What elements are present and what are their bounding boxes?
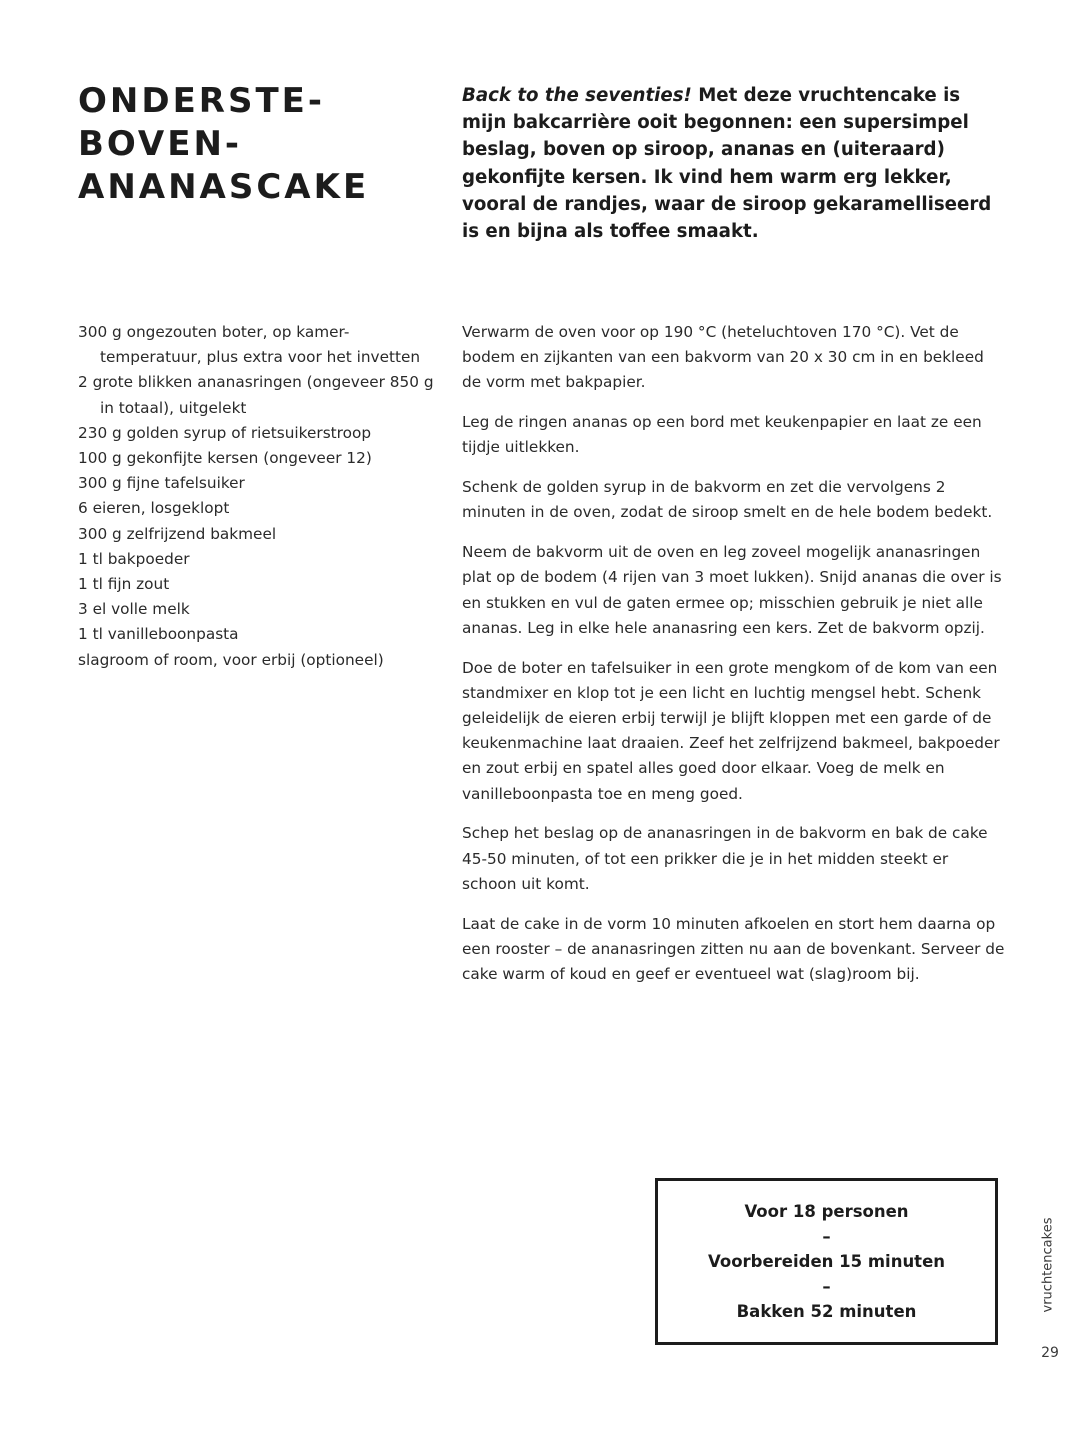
prep-time-text: Voorbereiden 15 minuten [707, 1252, 946, 1271]
recipe-title-line: ONDERSTE- [78, 81, 326, 121]
bake-time-text: Bakken 52 minuten [736, 1302, 917, 1321]
ingredient-item: slagroom of room, voor erbij (optioneel) [78, 650, 384, 669]
method-step: Schep het beslag op de ananasringen in de bakvorm en bak de cake 45-50 minuten, of tot een prikker die je in het midden steekt er schoon uit komt. [462, 824, 988, 893]
ingredient-item: 3 el volle melk [78, 600, 190, 619]
ingredient-item: 1 tl fijn zout [78, 575, 170, 594]
ingredient-item: 230 g golden syrup of rietsuikerstroop [78, 423, 372, 442]
ingredient-item: 100 g gekonfijte kersen (ongeveer 12) [78, 449, 372, 468]
info-separator: – [822, 1277, 831, 1296]
ingredient-item: 300 g ongezouten boter, op kamer-temperatuur, plus extra voor het invetten [78, 323, 421, 367]
method-step: Laat de cake in de vorm 10 minuten afkoelen en stort hem daarna op een rooster – de ananasringen zitten nu aan de bovenkant. Serveer de cake warm of koud en geef er eventueel wat (slag)room bij. [462, 914, 1005, 984]
servings-text: Voor 18 personen [744, 1202, 909, 1221]
ingredient-item: 6 eieren, losgeklopt [78, 499, 230, 518]
ingredient-list [78, 320, 438, 673]
section-label [1038, 1217, 1058, 1313]
recipe-title-line: BOVEN- [78, 124, 243, 164]
method-step: Doe de boter en tafelsuiker in een grote mengkom of de kom van een standmixer en klop tot je een licht en luchtig mengsel hebt. Schenk geleidelijk de eieren erbij terwijl je blijft kloppen met een garde of de keukenmachine laat draaien. Zeef het zelfrijzend bakmeel, bakpoeder en zout erbij en spatel alles goed door elkaar. Voeg de melk en vanilleboonpasta toe en meng goed. [462, 658, 1000, 803]
recipe-info-box [655, 1178, 998, 1345]
recipe-intro [462, 82, 1010, 245]
info-separator: – [822, 1227, 831, 1246]
ingredient-item: 300 g zelfrijzend bakmeel [78, 524, 277, 543]
method-step: Leg de ringen ananas op een bord met keukenpapier en laat ze een tijdje uitlekken. [462, 413, 982, 457]
intro-italic-lead: Back to the seventies! [462, 85, 692, 106]
ingredient-item: 1 tl bakpoeder [78, 549, 190, 568]
ingredient-item: 1 tl vanilleboonpasta [78, 625, 239, 644]
recipe-title-line: ANANASCAKE [78, 167, 370, 207]
section-label-text: vruchtencakes [1040, 1217, 1056, 1313]
method-step: Verwarm de oven voor op 190 °C (heteluchtoven 170 °C). Vet de bodem en zijkanten van een bakvorm van 20 x 30 cm in en bekleed de vorm met bakpapier. [462, 323, 984, 392]
method-steps [462, 320, 1007, 1002]
page-number: 29 [1041, 1345, 1059, 1361]
ingredient-item: 300 g fijne tafelsuiker [78, 474, 245, 493]
intro-text: Met deze vruchtencake is mijn bakcarrière ooit begonnen: een supersimpel beslag, boven op siroop, ananas en (uiteraard) gekonfijte kersen. Ik vind hem warm erg lekker, vooral de randjes, waar de siroop gekaramelliseerd is en bijna als toffee smaakt. [462, 85, 992, 243]
method-step: Neem de bakvorm uit de oven en leg zoveel mogelijk ananasringen plat op de bodem (4 rijen van 3 moet lukken). Snijd ananas die over is en stukken en vul de gaten ermee op; misschien gebruik je niet alle ananas. Leg in elke hele ananasring een kers. Zet de bakvorm opzij. [462, 543, 1002, 637]
method-step: Schenk de golden syrup in de bakvorm en zet die vervolgens 2 minuten in de oven, zodat de siroop smelt en de hele bodem bedekt. [462, 478, 993, 522]
recipe-title [78, 80, 418, 209]
ingredient-item: 2 grote blikken ananasringen (ongeveer 850 g in totaal), uitgelekt [78, 373, 434, 417]
